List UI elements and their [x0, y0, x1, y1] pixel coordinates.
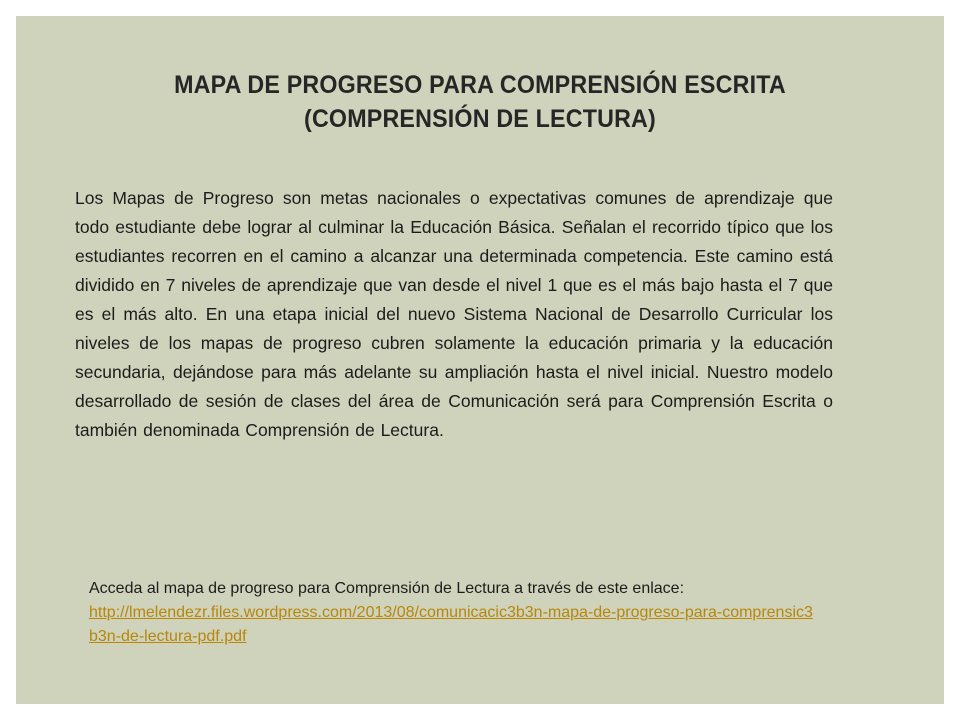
link-section	[89, 577, 819, 649]
title-line-1: MAPA DE PROGRESO PARA COMPRENSIÓN ESCRITA	[174, 71, 786, 99]
slide-title	[56, 68, 904, 136]
document-link[interactable]: http://lmelendezr.files.wordpress.com/2013/08/comunicacic3b3n-mapa-de-progreso-para-comprensic3b3n-de-lectura-pdf.pdf	[89, 604, 813, 645]
title-line-2: (COMPRENSIÓN DE LECTURA)	[304, 105, 656, 133]
slide	[16, 16, 944, 704]
body-paragraph: Los Mapas de Progreso son metas nacionales o expectativas comunes de aprendizaje que todo estudiante debe lograr al culminar la Educación Básica. Señalan el recorrido típico que los estudiantes recorren en el camino a alcanzar una determinada competencia. Este camino está dividido en 7 niveles de aprendizaje que van desde el nivel 1 que es el más bajo hasta el 7 que es el más alto. En una etapa inicial del nuevo Sistema Nacional de Desarrollo Curricular los niveles de los mapas de progreso cubren solamente la educación primaria y la educación secundaria, dejándose para más adelante su ampliación hasta el nivel inicial. Nuestro modelo desarrollado de sesión de clases del área de Comunicación será para Comprensión Escrita o también denominada Comprensión de Lectura.	[75, 188, 833, 440]
link-intro-text: Acceda al mapa de progreso para Comprensión de Lectura a través de este enlace:	[89, 580, 685, 597]
